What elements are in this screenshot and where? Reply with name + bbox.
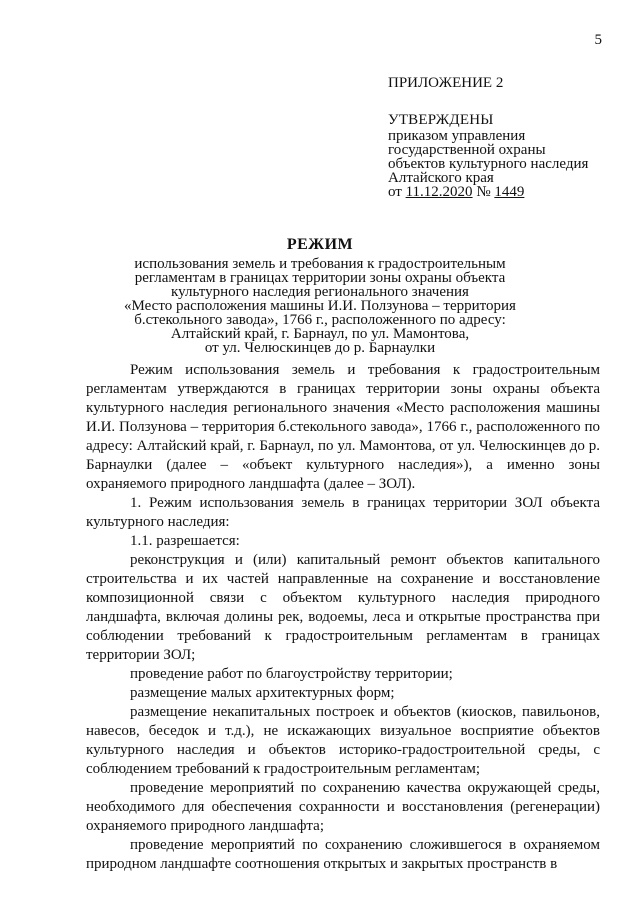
document-title xyxy=(90,237,550,355)
title-line: регламентам в границах территории зоны охраны объекта xyxy=(134,270,506,286)
number-prefix: № xyxy=(476,184,491,200)
title-line: культурного наследия регионального значения xyxy=(171,284,469,300)
title-line: б.стекольного завода», 1766 г., расположенного по адресу: xyxy=(134,312,506,328)
approved-title: УТВЕРЖДЕНЫ xyxy=(388,112,494,128)
order-number: 1449 xyxy=(494,184,525,200)
title-line: использования земель и требования к градостроительным xyxy=(134,256,506,272)
approved-line: Алтайского края xyxy=(388,170,494,186)
title-line: от ул. Челюскинцев до р. Барнаулки xyxy=(204,340,436,356)
appendix-block xyxy=(388,75,628,199)
title-line: «Место расположения машины И.И. Ползунова – территория xyxy=(124,298,516,314)
approved-line: государственной охраны xyxy=(388,142,546,158)
section-1: 1. Режим использования земель в границах территории ЗОЛ объекта культурного наследия: xyxy=(86,495,600,530)
list-item: проведение работ по благоустройству территории; xyxy=(130,666,453,682)
approved-lines xyxy=(388,129,628,199)
section-1-1: 1.1. разрешается: xyxy=(130,533,240,549)
approved-line: объектов культурного наследия xyxy=(388,156,589,172)
title-line: Алтайский край, г. Барнаул, по ул. Мамонтова, xyxy=(170,326,470,342)
document-body xyxy=(86,361,600,874)
list-item: размещение малых архитектурных форм; xyxy=(130,685,395,701)
date-prefix: от xyxy=(388,184,402,200)
intro-paragraph: Режим использования земель и требования к градостроительным регламентам утверждаются в границах территории зоны охраны объекта культурного наследия регионального значения «Место расположения машины И.И. Ползунова – территория б.стекольного завода», 1766 г., расположенного по адресу: Алтайский край, г. Барнаул, по ул. Мамонтова, от ул. Челюскинцев до р. Барнаулки (далее – «объект культурного наследия»), а именно зоны охраняемого природного ландшафта (далее – ЗОЛ). xyxy=(86,362,600,492)
page-number: 5 xyxy=(594,32,602,48)
approved-date-line xyxy=(388,185,628,199)
list-item: размещение некапитальных построек и объектов (киосков, павильонов, навесов, беседок и т.д.), не искажающих визуальное восприятие объектов культурного наследия и объектов историко-градостроительной среды, с соблюдением требований к градостроительным регламентам; xyxy=(86,704,600,777)
approved-line: приказом управления xyxy=(388,128,526,144)
list-item: проведение мероприятий по сохранению сложившегося в охраняемом природном ландшафте соотношения открытых и закрытых пространств в xyxy=(86,837,600,872)
regime-heading: РЕЖИМ xyxy=(286,236,354,253)
list-item: реконструкция и (или) капитальный ремонт объектов капитального строительства и их частей направленные на сохранение и восстановление композиционной связи с объектом культурного наследия природного ландшафта, включая долины рек, водоемы, леса и открытые пространства при соблюдении требований к градостроительным регламентам в границах территории ЗОЛ; xyxy=(86,552,600,663)
list-item: проведение мероприятий по сохранению качества окружающей среды, необходимого для обеспечения сохранности и восстановления (регенерации) охраняемого природного ландшафта; xyxy=(86,780,600,834)
appendix-label: ПРИЛОЖЕНИЕ 2 xyxy=(388,75,504,91)
order-date: 11.12.2020 xyxy=(405,184,473,200)
